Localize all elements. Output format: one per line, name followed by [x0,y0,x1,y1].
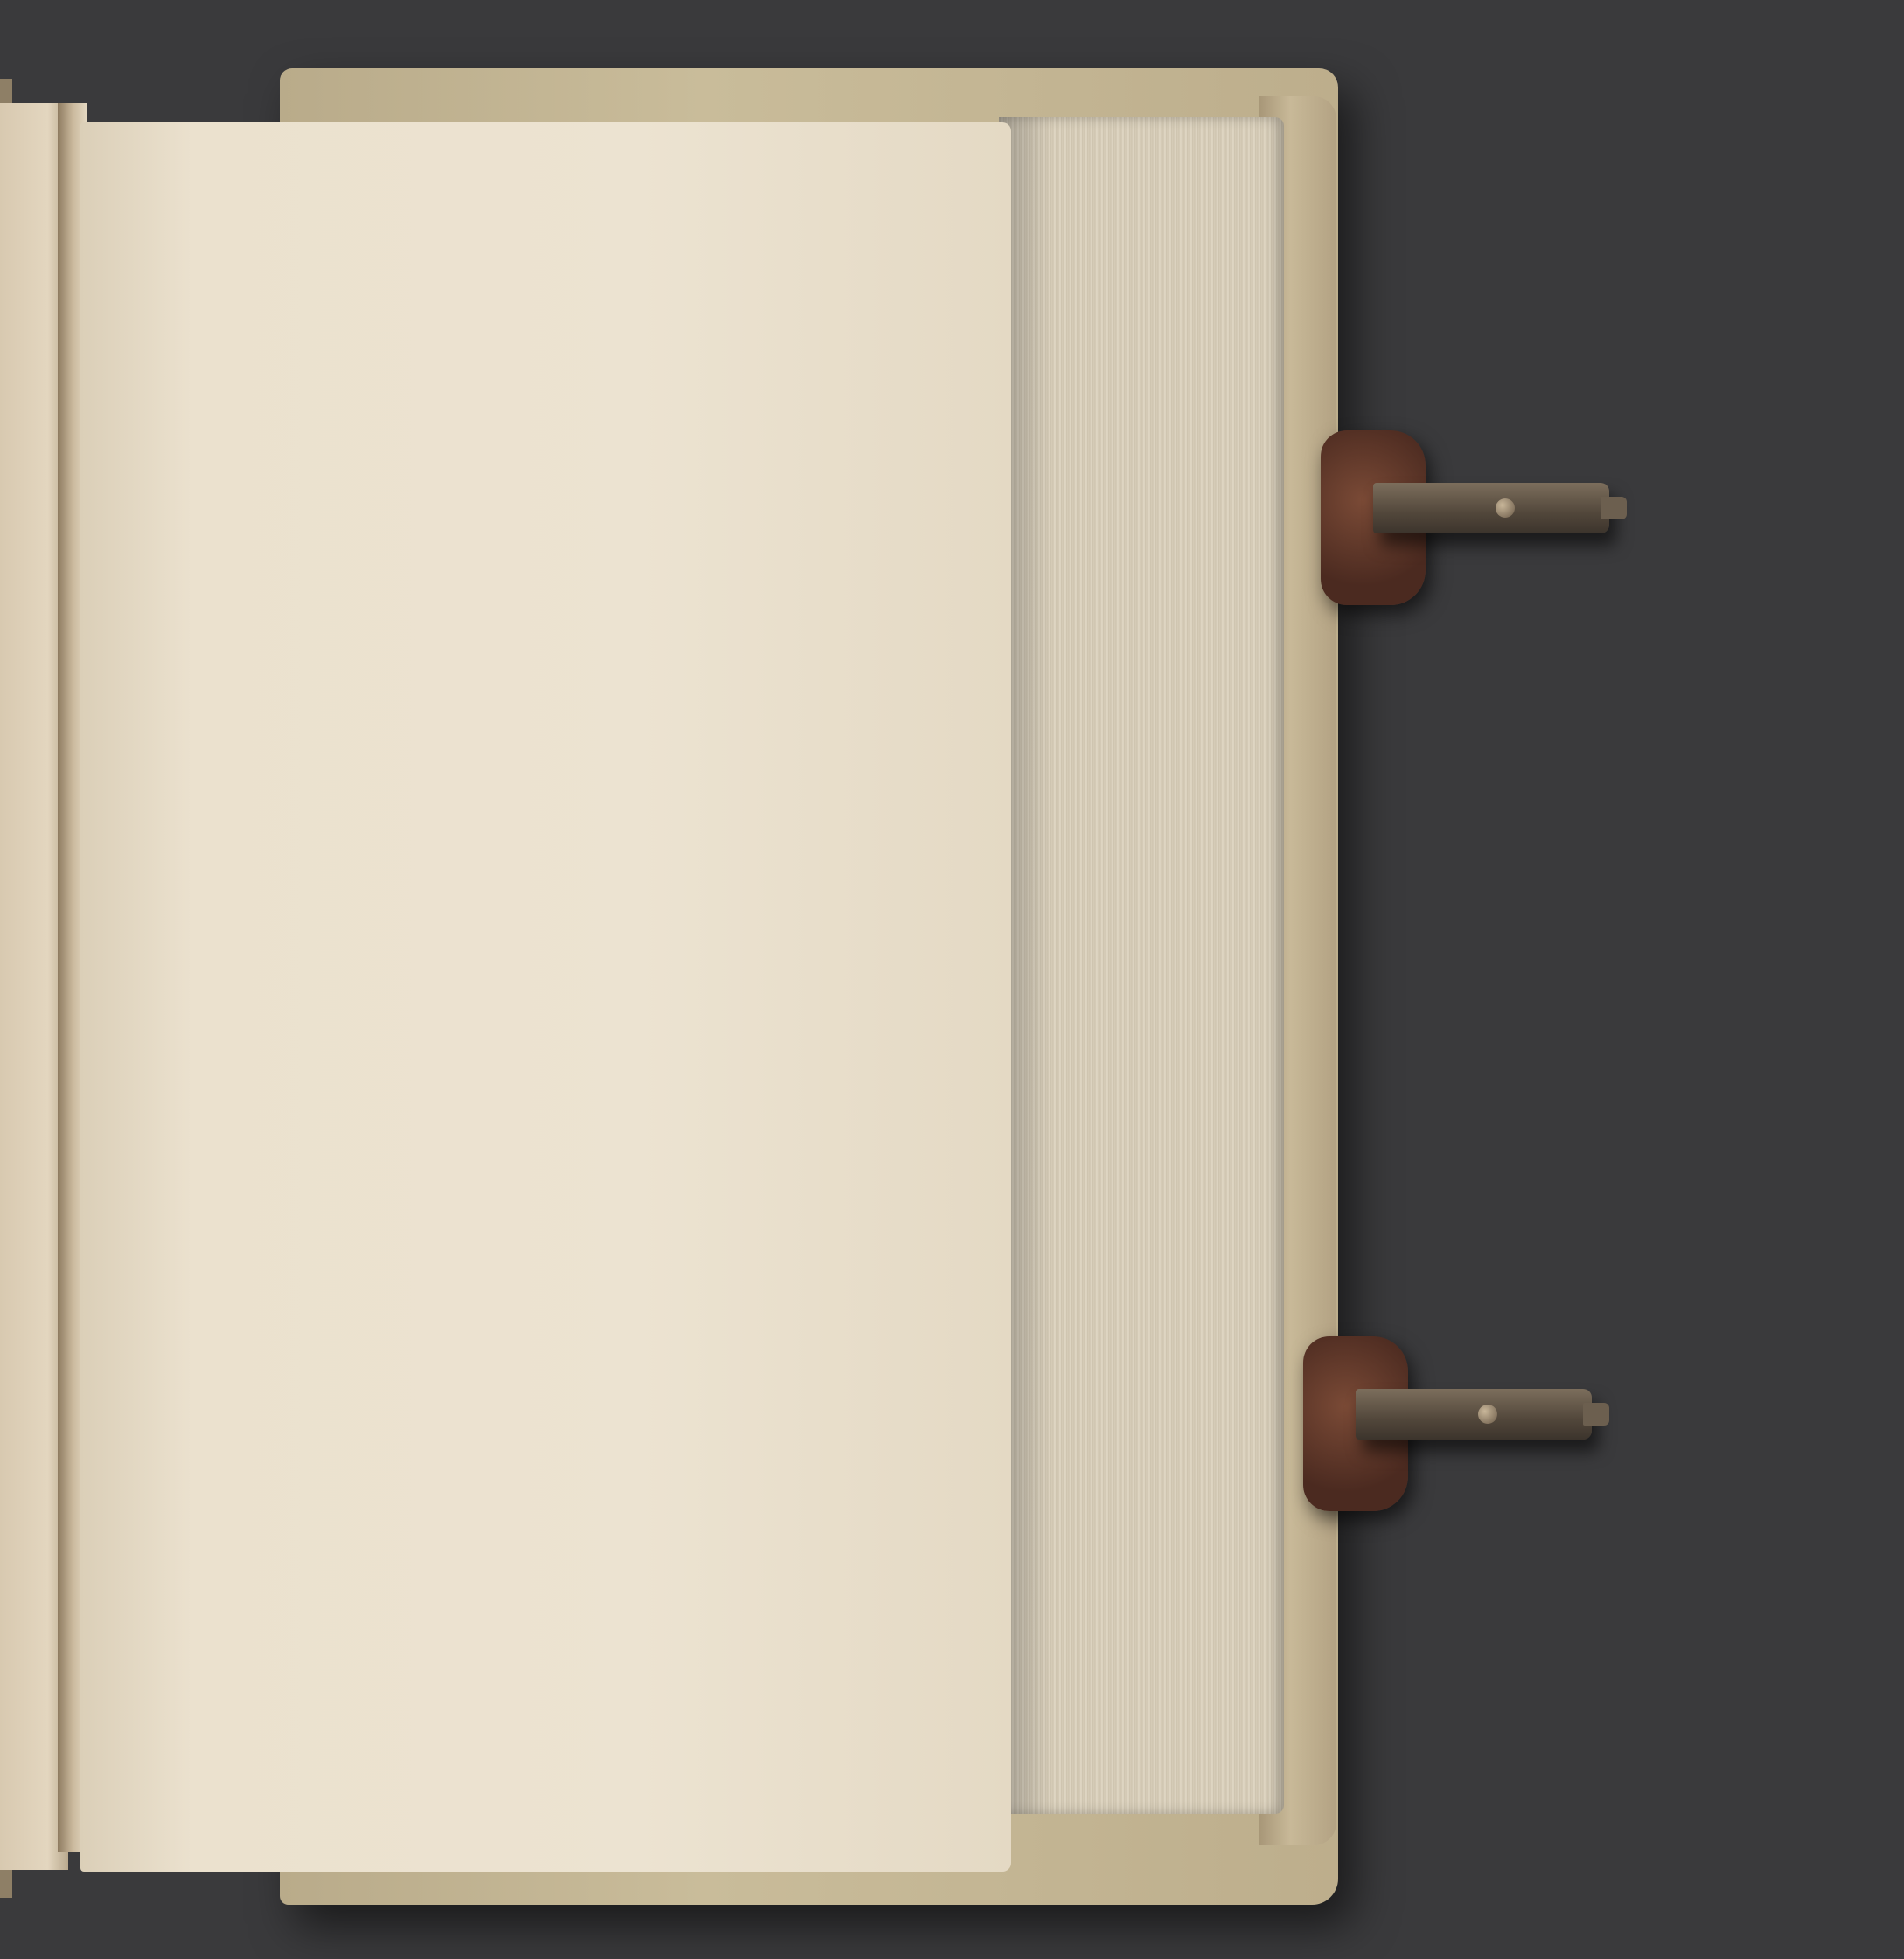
right-page [80,122,1011,1872]
page-stack [999,117,1284,1814]
lower-clasp [1303,1336,1618,1520]
upper-clasp [1321,430,1635,614]
